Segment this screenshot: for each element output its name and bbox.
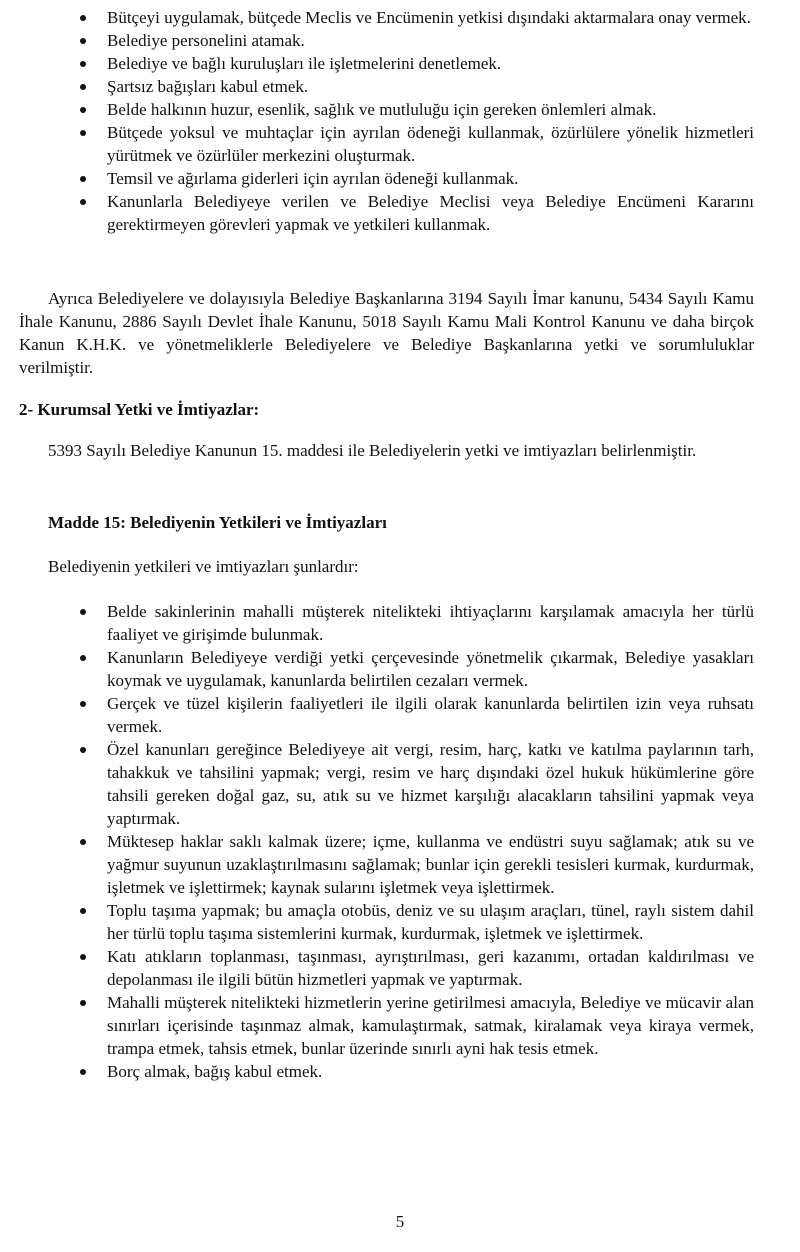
list-item — [0, 991, 800, 1060]
section-heading: 2- Kurumsal Yetki ve İmtiyazlar: — [19, 400, 260, 419]
list-item — [0, 121, 800, 167]
bullet-icon — [80, 61, 86, 67]
list-item — [0, 190, 800, 236]
paragraph-text: 5393 Sayılı Belediye Kanunun 15. maddesi ile Belediyelerin yetki ve imtiyazları belirlenmiştir. — [48, 441, 697, 460]
list-item — [0, 646, 800, 692]
additional-laws-paragraph — [19, 287, 754, 379]
list-item-text: Toplu taşıma yapmak; bu amaçla otobüs, deniz ve su ulaşım araçları, tünel, raylı sistem dahil her türlü toplu taşıma sistemlerini kurmak, kurdurmak, işletmek ve işlettirmek. — [107, 901, 754, 943]
bullet-icon — [80, 954, 86, 960]
list-item-text: Temsil ve ağırlama giderleri için ayrılan ödeneği kullanmak. — [107, 169, 519, 188]
bullet-icon — [80, 655, 86, 661]
list-item — [0, 1060, 800, 1083]
article-heading: Madde 15: Belediyenin Yetkileri ve İmtiyazları — [48, 513, 387, 532]
list-item-text: Özel kanunları gereğince Belediyeye ait vergi, resim, harç, katkı ve katılma paylarının tarh, tahakkuk ve tahsilini yapmak; vergi, resim ve harç dışındaki özel hukuk hükümlerine göre tahsili gereken doğal gaz, su, atık su ve hizmet karşılığı alacakların tahsilini yapmak veya yaptırmak. — [107, 740, 754, 828]
list-item — [0, 98, 800, 121]
duties-bullet-list — [0, 6, 800, 236]
bullet-icon — [80, 176, 86, 182]
list-item — [0, 692, 800, 738]
list-item-text: Kanunların Belediyeye verdiği yetki çerçevesinde yönetmelik çıkarmak, Belediye yasakları koymak ve uygulamak, kanunlarda belirtilen cezaları vermek. — [107, 648, 754, 690]
list-item — [0, 52, 800, 75]
list-item — [0, 945, 800, 991]
list-item-text: Kanunlarla Belediyeye verilen ve Belediye Meclisi veya Belediye Encümeni Kararını gerektirmeyen görevleri yapmak ve yetkileri kullanmak. — [107, 192, 754, 234]
list-item-text: Bütçeyi uygulamak, bütçede Meclis ve Encümenin yetkisi dışındaki aktarmalara onay vermek. — [107, 8, 751, 27]
page-number: 5 — [395, 1212, 405, 1231]
bullet-icon — [80, 38, 86, 44]
bullet-icon — [80, 15, 86, 21]
powers-bullet-list — [0, 600, 800, 1083]
list-item-text: Borç almak, bağış kabul etmek. — [107, 1062, 323, 1081]
paragraph-text: Ayrıca Belediyelere ve dolayısıyla Belediye Başkanlarına 3194 Sayılı İmar kanunu, 5434 Sayılı Kamu İhale Kanunu, 2886 Sayılı Devlet İhale Kanunu, 5018 Sayılı Kamu Mali Kontrol Kanunu ve daha birçok Kanun K.H.K. ve yönetmeliklerle Belediyelere ve Belediye Başkanlarına yetki ve sorumluluklar verilmiştir. — [19, 289, 754, 377]
list-item — [0, 6, 800, 29]
bullet-icon — [80, 84, 86, 90]
list-item-text: Belde sakinlerinin mahalli müşterek nitelikteki ihtiyaçlarını karşılamak amacıyla her türlü faaliyet ve girişimde bulunmak. — [107, 602, 754, 644]
article-reference-paragraph — [19, 439, 754, 462]
bullet-icon — [80, 747, 86, 753]
list-item-text: Şartsız bağışları kabul etmek. — [107, 77, 309, 96]
bullet-icon — [80, 199, 86, 205]
list-item-text: Belde halkının huzur, esenlik, sağlık ve mutluluğu için gereken önlemleri almak. — [107, 100, 657, 119]
list-item — [0, 600, 800, 646]
list-item-text: Gerçek ve tüzel kişilerin faaliyetleri ile ilgili olarak kanunlarda belirtilen izin veya ruhsatı vermek. — [107, 694, 754, 736]
list-item — [0, 899, 800, 945]
list-item-text: Müktesep haklar saklı kalmak üzere; içme, kullanma ve endüstri suyu sağlamak; atık su ve yağmur suyunun uzaklaştırılmasını sağlamak; bunlar için gerekli tesisleri kurmak, kurdurmak, işletmek ve işlettirmek; kaynak sularını işletmek veya işlettirmek. — [107, 832, 754, 897]
list-item — [0, 830, 800, 899]
list-item-text: Belediye ve bağlı kuruluşları ile işletmelerini denetlemek. — [107, 54, 502, 73]
article-intro: Belediyenin yetkileri ve imtiyazları şunlardır: — [48, 557, 359, 576]
list-item — [0, 167, 800, 190]
list-item-text: Belediye personelini atamak. — [107, 31, 305, 50]
bullet-icon — [80, 107, 86, 113]
bullet-icon — [80, 908, 86, 914]
bullet-icon — [80, 701, 86, 707]
list-item-text: Katı atıkların toplanması, taşınması, ayrıştırılması, geri kazanımı, ortadan kaldırılması ve depolanması ile ilgili bütün hizmetleri yapmak ve yaptırmak. — [107, 947, 754, 989]
bullet-icon — [80, 839, 86, 845]
bullet-icon — [80, 609, 86, 615]
bullet-icon — [80, 1000, 86, 1006]
list-item-text: Mahalli müşterek nitelikteki hizmetlerin yerine getirilmesi amacıyla, Belediye ve mücavir alan sınırları içerisinde taşınmaz almak, kamulaştırmak, satmak, kiralamak veya kiraya vermek, trampa etmek, tahsis etmek, bunlar üzerinde sınırlı ayni hak tesis etmek. — [107, 993, 754, 1058]
list-item — [0, 29, 800, 52]
list-item — [0, 738, 800, 830]
list-item-text: Bütçede yoksul ve muhtaçlar için ayrılan ödeneği kullanmak, özürlülere yönelik hizmetleri yürütmek ve özürlüler merkezini oluşturmak. — [107, 123, 754, 165]
list-item — [0, 75, 800, 98]
bullet-icon — [80, 130, 86, 136]
bullet-icon — [80, 1069, 86, 1075]
